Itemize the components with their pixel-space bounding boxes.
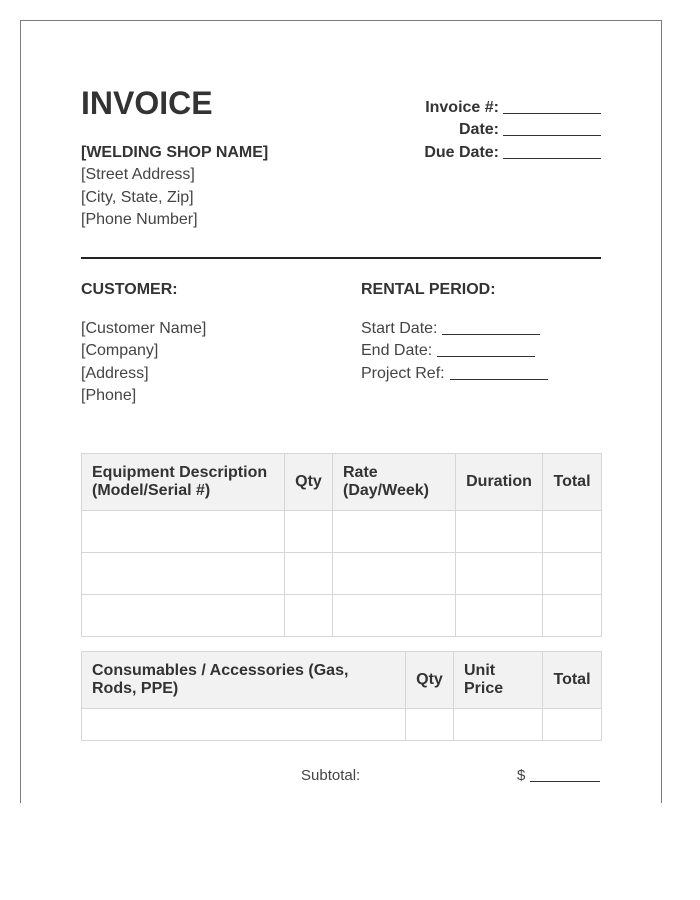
table-row: [82, 595, 602, 637]
table-cell[interactable]: [285, 511, 333, 553]
table-cell[interactable]: [82, 511, 285, 553]
invoice-number-label: Invoice #:: [425, 99, 499, 116]
consumables-header-row: [82, 652, 602, 709]
equipment-qty-header: Qty: [285, 454, 333, 511]
start-date-row: [361, 320, 540, 338]
subtotal-value: [517, 767, 600, 784]
table-cell[interactable]: [82, 553, 285, 595]
table-cell[interactable]: [456, 511, 543, 553]
customer-address: [Address]: [81, 365, 149, 382]
table-cell[interactable]: [406, 709, 454, 741]
table-row: [82, 511, 602, 553]
start-date-label: Start Date:: [361, 320, 438, 337]
header-divider: [81, 257, 601, 259]
invoice-date-field[interactable]: [503, 121, 601, 136]
equipment-description-header: Equipment Description (Model/Serial #): [82, 454, 285, 511]
shop-phone: [Phone Number]: [81, 211, 198, 228]
shop-city-state-zip: [City, State, Zip]: [81, 189, 194, 206]
table-row: [82, 553, 602, 595]
invoice-number-field[interactable]: [503, 99, 601, 114]
table-cell[interactable]: [285, 595, 333, 637]
consumables-total-header: Total: [543, 652, 602, 709]
end-date-field[interactable]: [437, 342, 535, 357]
consumables-qty-header: Qty: [406, 652, 454, 709]
table-cell[interactable]: [333, 595, 456, 637]
project-ref-field[interactable]: [450, 365, 548, 380]
table-cell[interactable]: [456, 553, 543, 595]
equipment-total-header: Total: [543, 454, 602, 511]
equipment-header-row: [82, 454, 602, 511]
subtotal-label: Subtotal:: [301, 767, 361, 784]
table-cell[interactable]: [454, 709, 543, 741]
shop-street-address: [Street Address]: [81, 166, 195, 183]
table-cell[interactable]: [543, 595, 602, 637]
customer-phone: [Phone]: [81, 387, 137, 404]
table-cell[interactable]: [82, 595, 285, 637]
table-cell[interactable]: [333, 553, 456, 595]
consumables-unit-price-header: Unit Price: [454, 652, 543, 709]
rental-period-heading: RENTAL PERIOD:: [361, 281, 496, 298]
due-date-label: Due Date:: [424, 144, 499, 161]
table-cell[interactable]: [456, 595, 543, 637]
customer-name: [Customer Name]: [81, 320, 207, 337]
equipment-duration-header: Duration: [456, 454, 543, 511]
table-cell[interactable]: [82, 709, 406, 741]
currency-symbol: $: [517, 767, 526, 784]
invoice-number-row: [425, 99, 601, 117]
equipment-rate-header: Rate (Day/Week): [333, 454, 456, 511]
customer-company: [Company]: [81, 342, 159, 359]
invoice-title: INVOICE: [81, 85, 213, 121]
consumables-table: [81, 651, 602, 741]
invoice-page: [20, 20, 662, 803]
shop-name: [WELDING SHOP NAME]: [81, 144, 269, 161]
table-cell[interactable]: [543, 511, 602, 553]
customer-heading: CUSTOMER:: [81, 281, 178, 298]
table-cell[interactable]: [543, 553, 602, 595]
start-date-field[interactable]: [442, 320, 540, 335]
table-cell[interactable]: [543, 709, 602, 741]
due-date-row: [424, 144, 601, 162]
end-date-row: [361, 342, 535, 360]
table-row: [82, 709, 602, 741]
table-cell[interactable]: [333, 511, 456, 553]
equipment-table: [81, 453, 602, 637]
subtotal-field[interactable]: [530, 767, 600, 782]
due-date-field[interactable]: [503, 144, 601, 159]
end-date-label: End Date:: [361, 342, 433, 359]
invoice-date-row: [459, 121, 601, 139]
project-ref-row: [361, 365, 548, 383]
invoice-date-label: Date:: [458, 121, 499, 138]
consumables-description-header: Consumables / Accessories (Gas, Rods, PPE): [82, 652, 406, 709]
project-ref-label: Project Ref:: [361, 365, 445, 382]
table-cell[interactable]: [285, 553, 333, 595]
